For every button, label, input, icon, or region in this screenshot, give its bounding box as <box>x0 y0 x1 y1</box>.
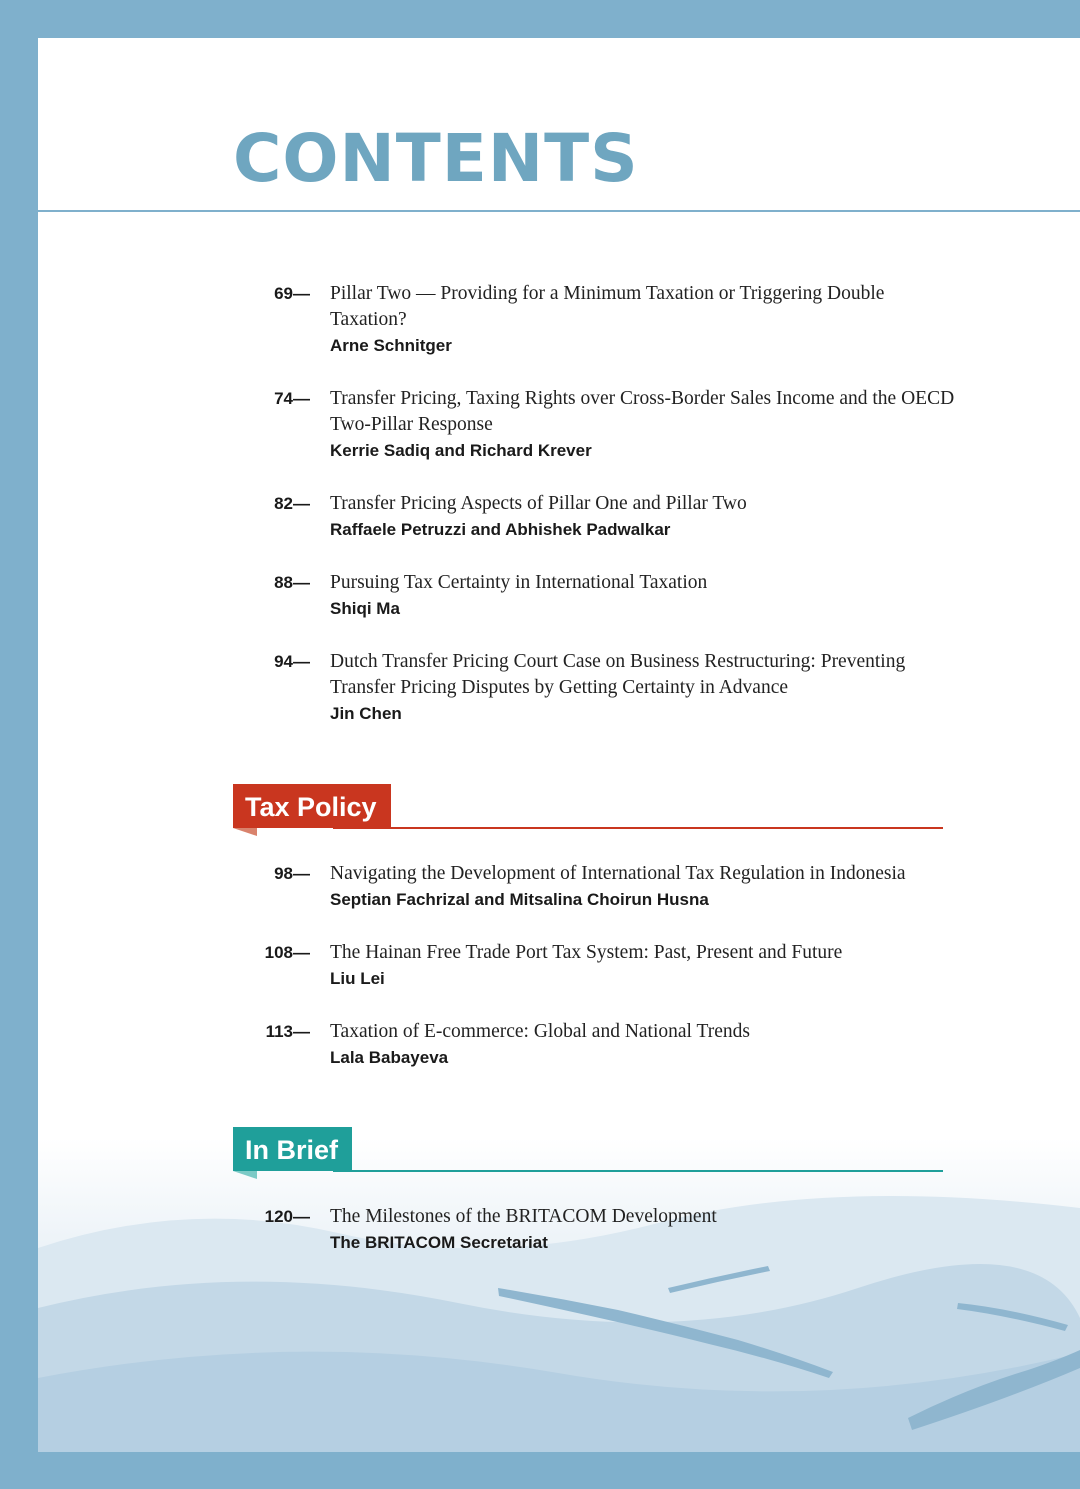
page-number: 108— <box>264 943 310 962</box>
article-title: The Hainan Free Trade Port Tax System: Past, Present and Future <box>330 942 843 963</box>
article-author: Raffaele Petruzzi and Abhishek Padwalkar <box>330 520 671 539</box>
page-number: 120— <box>264 1207 310 1226</box>
article-title: Navigating the Development of International Tax Regulation in Indonesia <box>330 863 906 884</box>
page-title: CONTENTS <box>233 120 639 197</box>
page-number: 82— <box>274 494 310 513</box>
section-title: Tax Policy <box>233 784 391 828</box>
article-author: Arne Schnitger <box>330 336 452 355</box>
page-number: 113— <box>265 1022 310 1041</box>
section-divider <box>333 1170 943 1172</box>
page-number: 98— <box>274 864 310 883</box>
article-title: Transfer Pricing Aspects of Pillar One and Pillar Two <box>330 493 747 514</box>
article-title: Transfer Pricing, Taxing Rights over Cross-Border Sales Income and the OECD Two-Pillar Response <box>330 388 955 435</box>
article-author: The BRITACOM Secretariat <box>330 1233 548 1252</box>
tab-fold <box>233 1171 257 1179</box>
page-number: 74— <box>274 389 310 408</box>
article-title: The Milestones of the BRITACOM Development <box>330 1206 717 1227</box>
section-header-tax-policy <box>233 784 943 840</box>
article-author: Jin Chen <box>330 704 402 723</box>
article-title: Pillar Two — Providing for a Minimum Taxation or Triggering Double Taxation? <box>330 283 885 330</box>
article-title: Taxation of E-commerce: Global and National Trends <box>330 1021 750 1042</box>
article-title: Dutch Transfer Pricing Court Case on Business Restructuring: Preventing Transfer Pricing Disputes by Getting Certainty in Advance <box>330 651 906 698</box>
article-author: Shiqi Ma <box>330 599 400 618</box>
desert-camel-caravan-illustration <box>38 1138 1080 1452</box>
article-author: Lala Babayeva <box>330 1048 449 1067</box>
tab-fold <box>233 828 257 836</box>
page-number: 94— <box>274 652 310 671</box>
article-author: Kerrie Sadiq and Richard Krever <box>330 441 592 460</box>
page-number: 88— <box>274 573 310 592</box>
section-title: In Brief <box>233 1127 352 1171</box>
article-title: Pursuing Tax Certainty in International Taxation <box>330 572 708 593</box>
article-author: Liu Lei <box>330 969 385 988</box>
title-divider <box>38 210 1080 212</box>
section-divider <box>333 827 943 829</box>
page-number: 69— <box>274 284 310 303</box>
article-author: Septian Fachrizal and Mitsalina Choirun Husna <box>330 890 709 909</box>
contents-page <box>38 38 1080 1452</box>
section-header-in-brief <box>233 1127 943 1183</box>
